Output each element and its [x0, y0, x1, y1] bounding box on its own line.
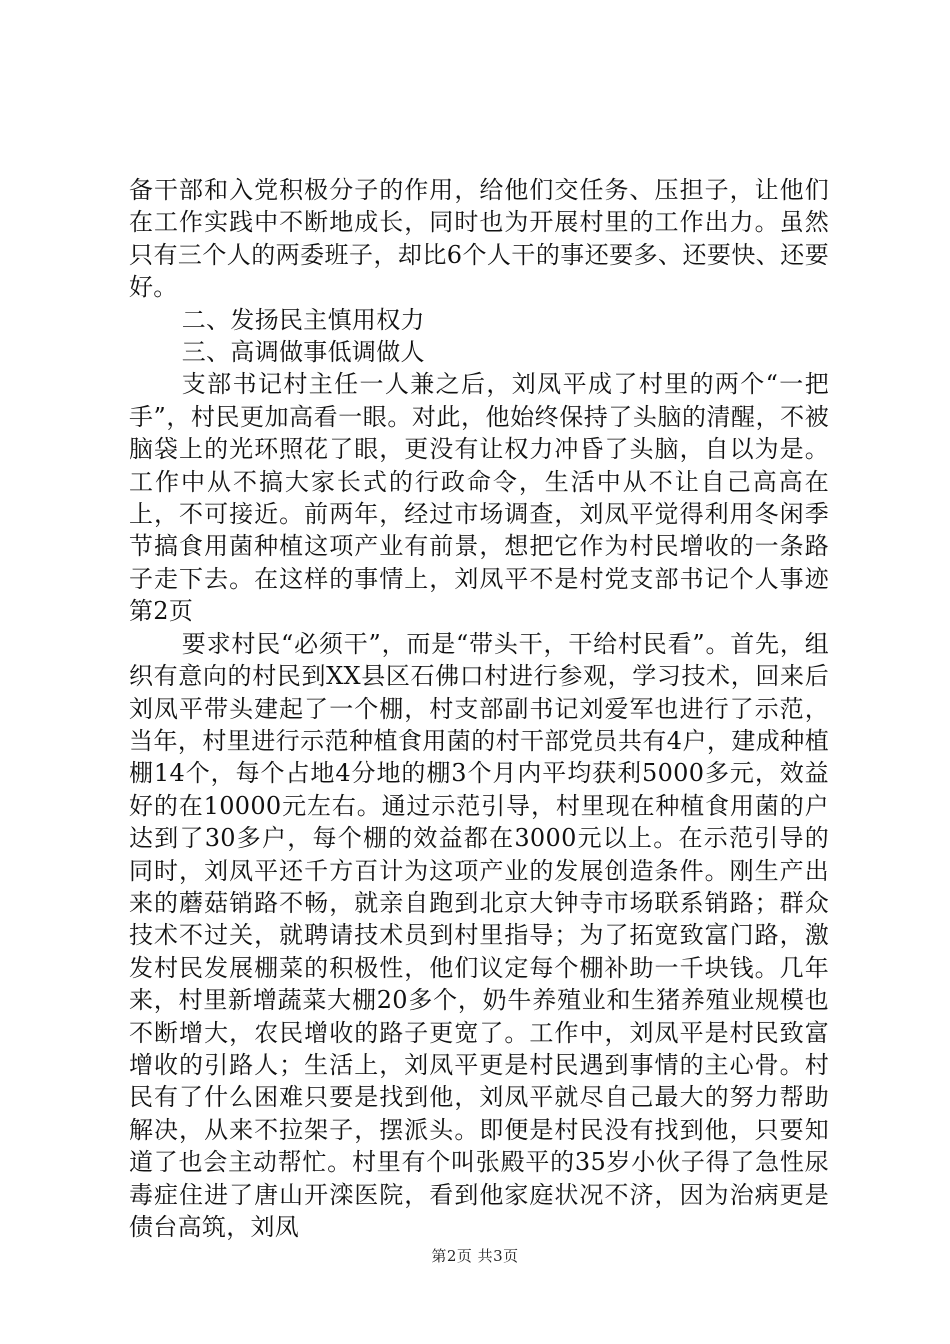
page-footer: 第2页 共3页 — [431, 1247, 519, 1265]
paragraph-5: 要求村民“必须干”，而是“带头干，干给村民看”。首先，组织有意向的村民到XX县区石佛口村进行参观，学习技术，回来后刘凤平带头建起了一个棚，村支部副书记刘爱军也进行了示范，当年，村里进行示范种植食用菌的村干部党员共有4户，建成种植棚14个，每个占地4分地的棚3个月内平均获利5000多元，效益好的在10000元左右。通过示范引导，村里现在种植食用菌的户达到了30多户，每个棚的效益都在3000元以上。在示范引导的同时，刘凤平还千方百计为这项产业的发展创造条件。刚生产出来的蘑菇销路不畅，就亲自跑到北京大钟寺市场联系销路；群众技术不过关，就聘请技术员到村里指导；为了拓宽致富门路，激发村民发展棚菜的积极性，他们议定每个棚补助一千块钱。几年来，村里新增蔬菜大棚20多个，奶牛养殖业和生猪养殖业规模也不断增大，农民增收的路子更宽了。工作中，刘凤平是村民致富增收的引路人；生活上，刘凤平更是村民遇到事情的主心骨。村民有了什么困难只要是找到他，刘凤平就尽自己最大的努力帮助解决，从来不拉架子，摆派头。即便是村民没有找到他，只要知道了也会主动帮忙。村里有个叫张殿平的35岁小伙子得了急性尿毒症住进了唐山开滦医院，看到他家庭状况不济，因为治病更是债台高筑，刘凤 — [129, 629, 829, 1241]
document-body — [129, 174, 829, 1243]
paragraph-4: 支部书记村主任一人兼之后，刘凤平成了村里的两个“一把手”，村民更加高看一眼。对此，他始终保持了头脑的清醒，不被脑袋上的光环照花了眼，更没有让权力冲昏了头脑，自以为是。工作中从不搞大家长式的行政命令，生活中从不让自己高高在上，不可接近。前两年，经过市场调查，刘凤平觉得利用冬闲季节搞食用菌种植这项产业有前景，想把它作为村民增收的一条路子走下去。在这样的事情上，刘凤平不是村党支部书记个人事迹第2页 — [129, 370, 829, 626]
section-heading-2: 二、发扬民主慎用权力 — [181, 305, 425, 334]
section-heading-3: 三、高调做事低调做人 — [181, 338, 425, 367]
paragraph-1: 备干部和入党积极分子的作用，给他们交任务、压担子，让他们在工作实践中不断地成长，同时也为开展村里的工作出力。虽然只有三个人的两委班子，却比6个人干的事还要多、还要快、还要好。 — [129, 176, 829, 302]
